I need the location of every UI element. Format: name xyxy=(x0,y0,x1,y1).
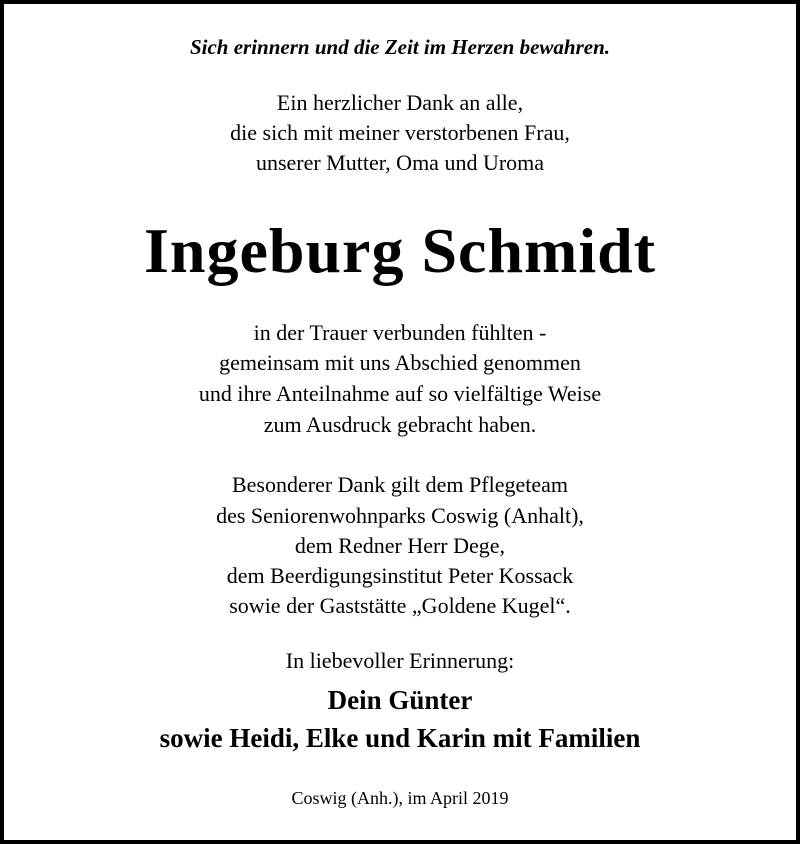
thanks-line: und ihre Anteilnahme auf so vielfältige Weise xyxy=(198,381,602,406)
special-thanks-line: des Seniorenwohnparks Coswig (Anhalt), xyxy=(216,503,584,528)
special-thanks-line: dem Beerdigungsinstitut Peter Kossack xyxy=(226,563,574,588)
motto: Sich erinnern und die Zeit im Herzen bewahren. xyxy=(189,35,611,59)
special-thanks-line: dem Redner Herr Dege, xyxy=(294,533,506,558)
signatory-line: sowie Heidi, Elke und Karin mit Familien xyxy=(159,723,641,753)
place-date: Coswig (Anh.), im April 2019 xyxy=(291,788,509,808)
thanks-line: in der Trauer verbunden fühlten - xyxy=(253,320,547,345)
thanks-line: gemeinsam mit uns Abschied genommen xyxy=(219,350,581,375)
intro-line: Ein herzlicher Dank an alle, xyxy=(276,90,524,115)
special-thanks-line: Besonderer Dank gilt dem Pflegeteam xyxy=(231,472,568,497)
signatory-line: Dein Günter xyxy=(327,685,473,715)
intro-line: die sich mit meiner verstorbenen Frau, xyxy=(230,120,570,145)
thanks-line: zum Ausdruck gebracht haben. xyxy=(263,412,537,437)
intro-line: unserer Mutter, Oma und Uroma xyxy=(255,150,545,175)
deceased-name: Ingeburg Schmidt xyxy=(143,215,657,286)
closing-line: In liebevoller Erinnerung: xyxy=(285,648,515,673)
special-thanks-line: sowie der Gaststätte „Goldene Kugel“. xyxy=(229,593,571,618)
